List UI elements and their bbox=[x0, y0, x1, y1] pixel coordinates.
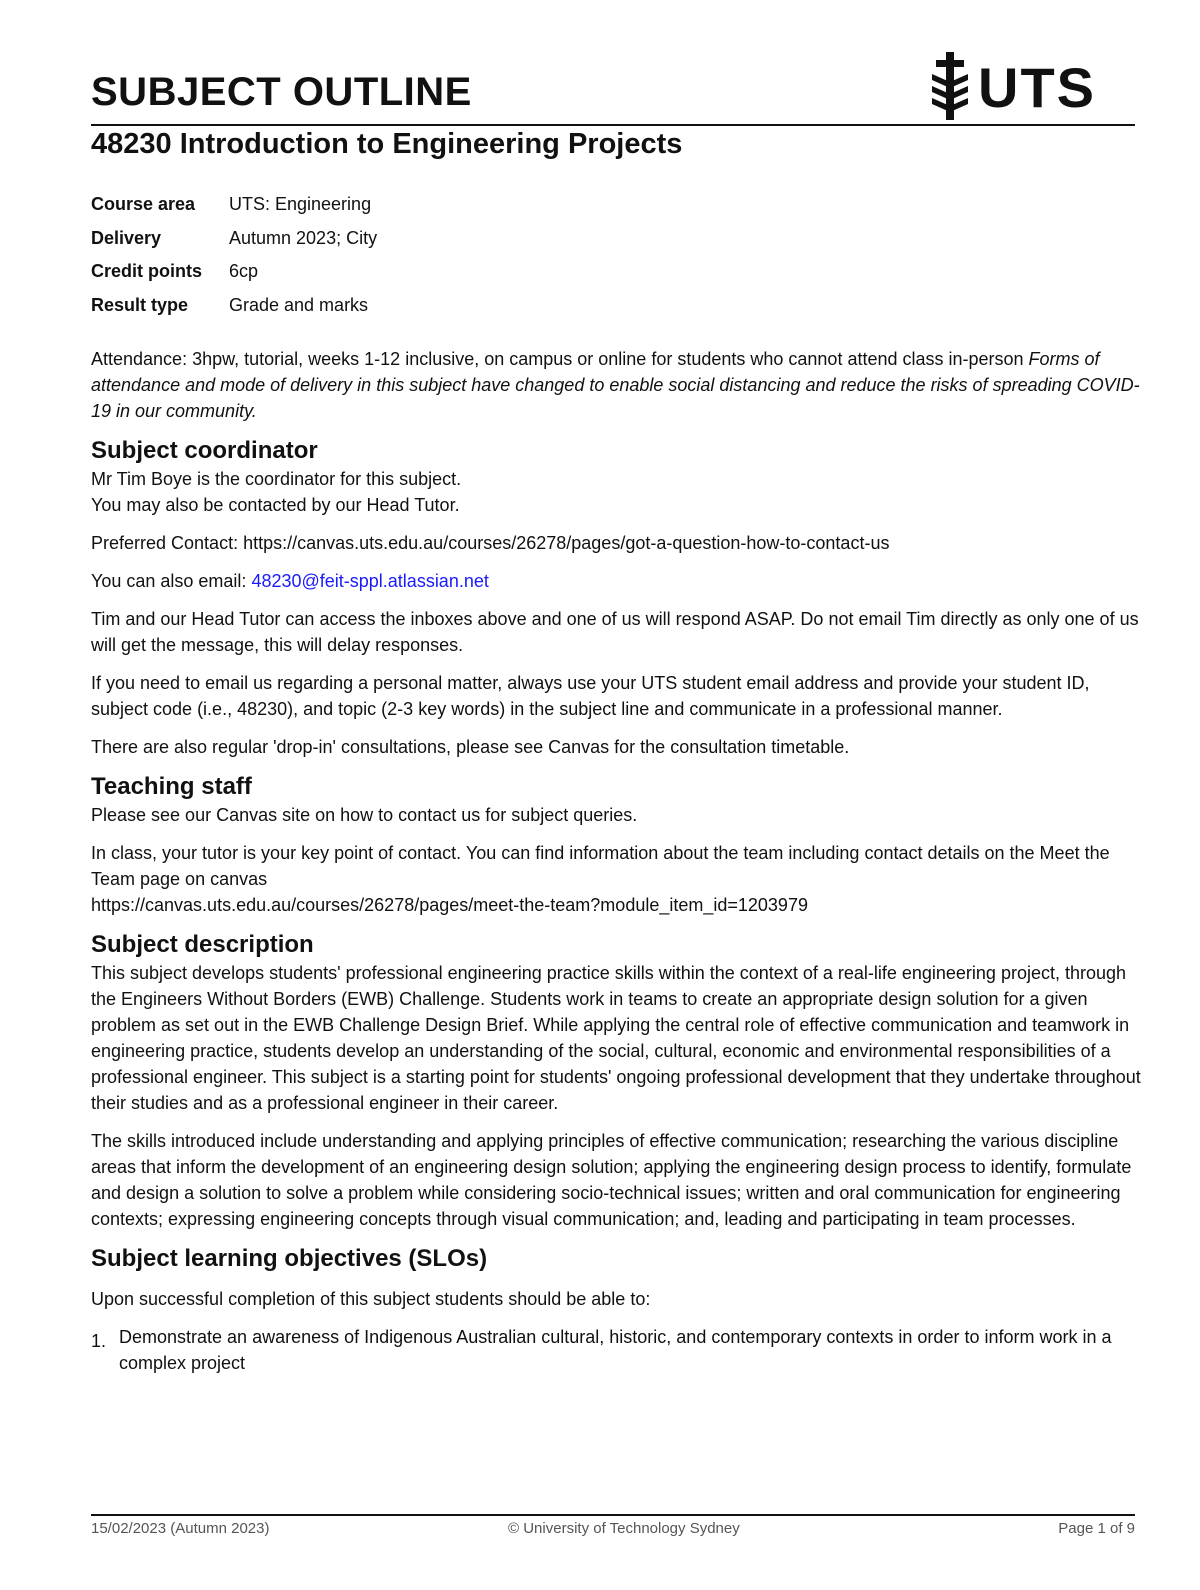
teaching-staff-heading: Teaching staff bbox=[91, 773, 252, 800]
email-prefix: You can also email: bbox=[91, 571, 252, 591]
detail-row-result-type bbox=[91, 295, 377, 329]
detail-row-course-area bbox=[91, 194, 377, 228]
footer-copyright: © University of Technology Sydney bbox=[508, 1520, 740, 1537]
teaching-staff-info bbox=[91, 840, 1141, 918]
subject-details bbox=[91, 194, 377, 328]
inbox-note: Tim and our Head Tutor can access the inboxes above and one of us will respond ASAP. Do not email Tim directly as only one of us will get the message, this will delay responses. bbox=[91, 609, 1139, 655]
teaching-staff-line: Please see our Canvas site on how to contact us for subject queries. bbox=[91, 805, 638, 825]
slo-list bbox=[91, 1324, 1141, 1376]
email-link[interactable]: 48230@feit-sppl.atlassian.net bbox=[251, 571, 489, 591]
uts-logo-text: UTS bbox=[978, 56, 1096, 119]
detail-value: Grade and marks bbox=[229, 294, 369, 315]
personal-matter-note: If you need to email us regarding a personal matter, always use your UTS student email address and provide your student ID, subject code (i.e., 48230), and topic (2-3 key words) in the subject line and communicate in a professional manner. bbox=[91, 673, 1090, 719]
uts-crest-icon bbox=[928, 52, 972, 122]
description-paragraph: This subject develops students' professional engineering practice skills within the context of a real-life engineering project, through the Engineers Without Borders (EWB) Challenge. Students work in teams to create an appropriate design solution for a given problem as set out in the EWB Challenge Design Brief. While applying the central role of effective communication and teamwork in engineering practice, students develop an understanding of the social, cultural, economic and environmental responsibilities of a professional engineer. This subject is a starting point for students' ongoing professional development that they undertake throughout their studies and as a professional engineer in their career. bbox=[91, 963, 1141, 1113]
footer-divider bbox=[91, 1514, 1135, 1516]
coordinator-line: You may also be contacted by our Head Tutor. bbox=[91, 495, 460, 515]
detail-label: Delivery bbox=[91, 227, 162, 248]
uts-logo bbox=[928, 52, 1098, 122]
detail-label: Result type bbox=[91, 294, 189, 315]
coordinator-line: Mr Tim Boye is the coordinator for this subject. bbox=[91, 469, 462, 489]
slo-item bbox=[91, 1324, 1141, 1376]
attendance-italic-note: Forms of attendance and mode of delivery in this subject have changed to enable social distancing and reduce the risks of spreading COVID-19 in our community. bbox=[91, 349, 1140, 421]
teaching-staff-text: In class, your tutor is your key point of contact. You can find information about the team including contact details on the Meet the Team page on canvas bbox=[91, 843, 1110, 889]
document-title: SUBJECT OUTLINE bbox=[91, 70, 472, 114]
preferred-contact: Preferred Contact: https://canvas.uts.edu.au/courses/26278/pages/got-a-question-how-to-contact-us bbox=[91, 533, 890, 553]
attendance-paragraph bbox=[91, 346, 1141, 424]
detail-row-delivery bbox=[91, 228, 377, 262]
footer-page-number: Page 1 of 9 bbox=[1058, 1520, 1135, 1537]
attendance-text: Attendance: 3hpw, tutorial, weeks 1-12 inclusive, on campus or online for students who cannot attend class in-person bbox=[91, 349, 1029, 369]
meet-team-url: https://canvas.uts.edu.au/courses/26278/pages/meet-the-team?module_item_id=1203979 bbox=[91, 895, 808, 915]
description-heading: Subject description bbox=[91, 931, 314, 958]
detail-value: 6cp bbox=[229, 261, 259, 281]
detail-label: Credit points bbox=[91, 261, 202, 281]
coordinator-heading: Subject coordinator bbox=[91, 437, 318, 464]
detail-value: Autumn 2023; City bbox=[229, 227, 378, 248]
detail-label: Course area bbox=[91, 194, 196, 214]
detail-row-credit-points bbox=[91, 261, 377, 295]
email-line bbox=[91, 568, 1141, 594]
outline-content bbox=[91, 346, 1141, 1376]
detail-value: UTS: Engineering bbox=[229, 194, 372, 214]
slo-text: Demonstrate an awareness of Indigenous Australian cultural, historic, and contemporary contexts in order to inform work in a complex project bbox=[119, 1327, 1112, 1373]
slo-number: 1. bbox=[91, 1331, 107, 1351]
slo-heading: Subject learning objectives (SLOs) bbox=[91, 1245, 488, 1272]
footer-date: 15/02/2023 (Autumn 2023) bbox=[91, 1520, 270, 1537]
description-paragraph: The skills introduced include understanding and applying principles of effective communication; researching the various discipline areas that inform the development of an engineering design solution; applying the engineering design process to identify, formulate and design a solution to solve a problem while considering socio-technical issues; written and oral communication for engineering contexts; expressing engineering concepts through visual communication; and, leading and participating in team processes. bbox=[91, 1131, 1132, 1229]
header-divider bbox=[91, 124, 1135, 126]
dropin-note: There are also regular 'drop-in' consultations, please see Canvas for the consultation timetable. bbox=[91, 737, 850, 757]
subject-title: 48230 Introduction to Engineering Projects bbox=[91, 128, 683, 160]
slo-intro: Upon successful completion of this subject students should be able to: bbox=[91, 1289, 651, 1309]
